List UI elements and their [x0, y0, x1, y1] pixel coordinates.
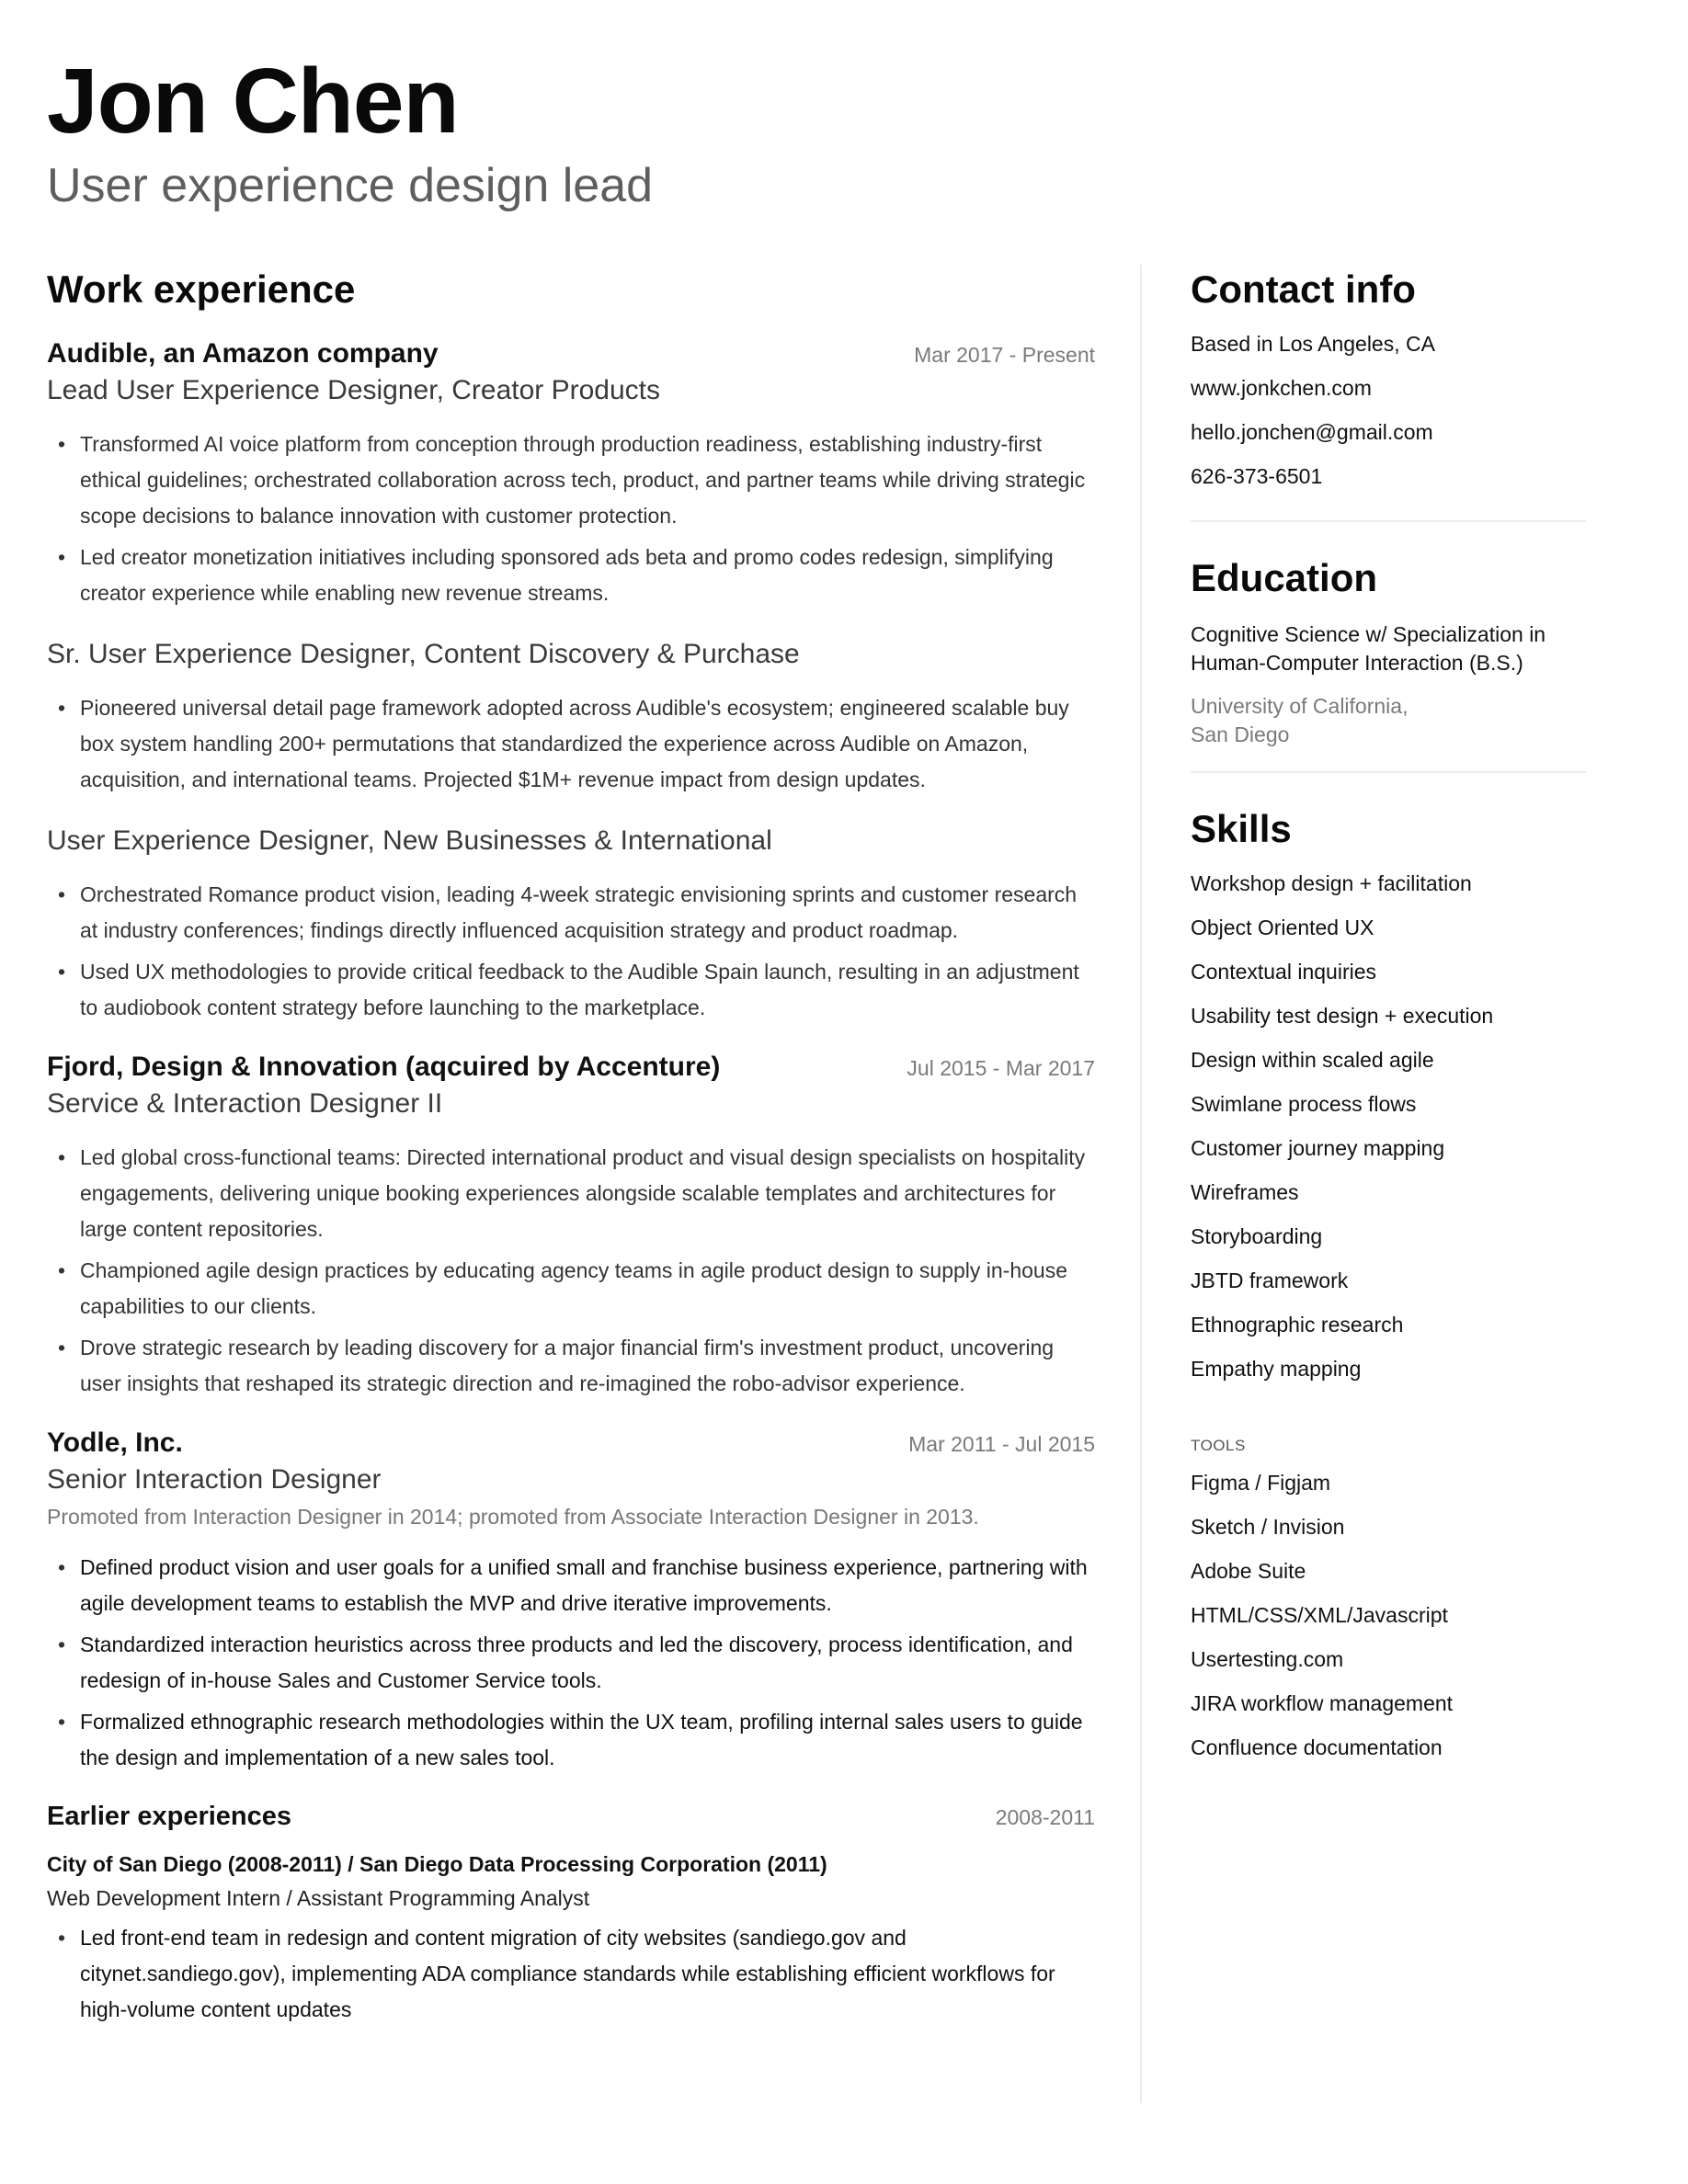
company-name: Fjord, Design & Innovation (aqcuired by Accenture)	[47, 1052, 721, 1083]
education-school: University of California, San Diego	[1191, 693, 1409, 746]
bullet-list	[47, 1920, 1095, 2028]
bullet-list	[47, 877, 1095, 1026]
work-experience-title: Work experience	[47, 267, 356, 311]
contact-title: Contact info	[1191, 267, 1416, 311]
job-role: Service & Interaction Designer II	[47, 1088, 443, 1120]
promotion-note: Promoted from Interaction Designer in 2014; promoted from Associate Interaction Designer in 2013.	[47, 1505, 979, 1530]
tool-item: Figma / Figjam	[1191, 1471, 1331, 1496]
contact-email-link[interactable]: hello.jonchen@gmail.com	[1191, 420, 1433, 445]
education-title: Education	[1191, 556, 1378, 600]
job-dates: Mar 2011 - Jul 2015	[908, 1432, 1095, 1457]
tool-item: JIRA workflow management	[1191, 1691, 1454, 1716]
tools-label: TOOLS	[1191, 1437, 1246, 1455]
company-name: Audible, an Amazon company	[47, 338, 439, 370]
section-divider	[1191, 520, 1586, 522]
job-dates: Mar 2017 - Present	[914, 343, 1095, 368]
skill-item: Design within scaled agile	[1191, 1048, 1434, 1073]
bullet-item: • Defined product vision and user goals for a unified small and franchise business experience, partnering with agile development teams to establish the MVP and drive iterative improvements.	[47, 1550, 1095, 1621]
skill-item: JBTD framework	[1191, 1268, 1349, 1293]
bullet-item: • Transformed AI voice platform from conception through production readiness, establishing industry-first ethical guidelines; orchestrated collaboration across tech, product, and partner teams while driving strategic scope decisions to balance innovation with customer protection.	[47, 427, 1095, 534]
contact-phone: 626-373-6501	[1191, 464, 1323, 489]
skill-item: Wireframes	[1191, 1180, 1299, 1205]
skill-item: Contextual inquiries	[1191, 960, 1377, 984]
job-role: Sr. User Experience Designer, Content Discovery & Purchase	[47, 639, 800, 670]
headline: User experience design lead	[47, 159, 654, 212]
skills-list	[1191, 861, 1586, 1391]
job-role: Lead User Experience Designer, Creator Products	[47, 375, 661, 406]
resume-header	[47, 50, 654, 212]
bullet-list	[47, 1550, 1095, 1776]
job-dates: Jul 2015 - Mar 2017	[907, 1056, 1095, 1081]
skill-item: Swimlane process flows	[1191, 1092, 1417, 1117]
tool-item: HTML/CSS/XML/Javascript	[1191, 1603, 1448, 1628]
tools-list	[1191, 1461, 1586, 1769]
company-name: Yodle, Inc.	[47, 1428, 183, 1459]
earlier-title: Earlier experiences	[47, 1802, 292, 1832]
contact-website-link[interactable]: www.jonkchen.com	[1191, 376, 1372, 401]
job-role: Senior Interaction Designer	[47, 1464, 382, 1496]
skill-item: Workshop design + facilitation	[1191, 871, 1472, 896]
bullet-item: • Championed agile design practices by educating agency teams in agile product design to supply in-house capabilities to our clients.	[47, 1253, 1095, 1325]
tool-item: Usertesting.com	[1191, 1647, 1344, 1672]
tool-item: Adobe Suite	[1191, 1559, 1306, 1584]
earlier-role: Web Development Intern / Assistant Programming Analyst	[47, 1886, 590, 1911]
bullet-item: • Led front-end team in redesign and content migration of city websites (sandiego.gov and citynet.sandiego.gov), implementing ADA compliance standards while establishing efficient workflows for high-volume content updates	[47, 1920, 1095, 2028]
earlier-experiences	[47, 1802, 1095, 2028]
tool-item: Sketch / Invision	[1191, 1515, 1345, 1540]
skill-item: Ethnographic research	[1191, 1313, 1404, 1337]
skill-item: Empathy mapping	[1191, 1357, 1362, 1382]
bullet-list	[47, 1140, 1095, 1402]
job-role: User Experience Designer, New Businesses & International	[47, 825, 772, 857]
bullet-item: • Led creator monetization initiatives including sponsored ads beta and promo codes redesign, simplifying creator experience while enabling new revenue streams.	[47, 540, 1095, 611]
work-experience-section	[47, 267, 1095, 2033]
bullet-item: • Standardized interaction heuristics across three products and led the discovery, process identification, and redesign of in-house Sales and Customer Service tools.	[47, 1627, 1095, 1699]
section-divider	[1191, 771, 1586, 773]
job-yodle	[47, 1428, 1095, 1776]
bullet-item: • Formalized ethnographic research methodologies within the UX team, profiling internal sales users to guide the design and implementation of a new sales tool.	[47, 1704, 1095, 1776]
bullet-item: • Pioneered universal detail page framework adopted across Audible's ecosystem; engineered scalable buy box system handling 200+ permutations that standardized the experience across Audible on Amazon, acquisition, and international teams. Projected $1M+ revenue impact from design updates.	[47, 690, 1095, 798]
column-divider	[1140, 265, 1142, 2103]
skill-item: Customer journey mapping	[1191, 1136, 1445, 1161]
education-degree: Cognitive Science w/ Specialization in Human-Computer Interaction (B.S.)	[1191, 621, 1546, 675]
bullet-item: • Used UX methodologies to provide critical feedback to the Audible Spain launch, resulting in an adjustment to audiobook content strategy before launching to the marketplace.	[47, 954, 1095, 1026]
skill-item: Object Oriented UX	[1191, 916, 1374, 940]
job-audible	[47, 338, 1095, 1026]
contact-list	[1191, 322, 1586, 498]
bullet-list	[47, 427, 1095, 611]
bullet-item: • Led global cross-functional teams: Directed international product and visual design specialists on hospitality engagements, delivering unique booking experiences alongside scalable templates and architectures for large content repositories.	[47, 1140, 1095, 1247]
skill-item: Usability test design + execution	[1191, 1004, 1494, 1029]
skill-item: Storyboarding	[1191, 1224, 1323, 1249]
job-fjord	[47, 1052, 1095, 1402]
bullet-item: • Drove strategic research by leading discovery for a major financial firm's investment product, uncovering user insights that reshaped its strategic direction and re-imagined the robo-advisor experience.	[47, 1330, 1095, 1402]
tool-item: Confluence documentation	[1191, 1735, 1443, 1760]
earlier-organization: City of San Diego (2008-2011) / San Diego Data Processing Corporation (2011)	[47, 1852, 827, 1877]
skills-title: Skills	[1191, 806, 1292, 850]
person-name: Jon Chen	[47, 50, 459, 153]
contact-location: Based in Los Angeles, CA	[1191, 332, 1435, 357]
job-dates: 2008-2011	[995, 1805, 1095, 1830]
bullet-item: • Orchestrated Romance product vision, leading 4-week strategic envisioning sprints and customer research at industry conferences; findings directly influenced acquisition strategy and product roadmap.	[47, 877, 1095, 949]
sidebar	[1191, 267, 1586, 1769]
bullet-list	[47, 690, 1095, 798]
